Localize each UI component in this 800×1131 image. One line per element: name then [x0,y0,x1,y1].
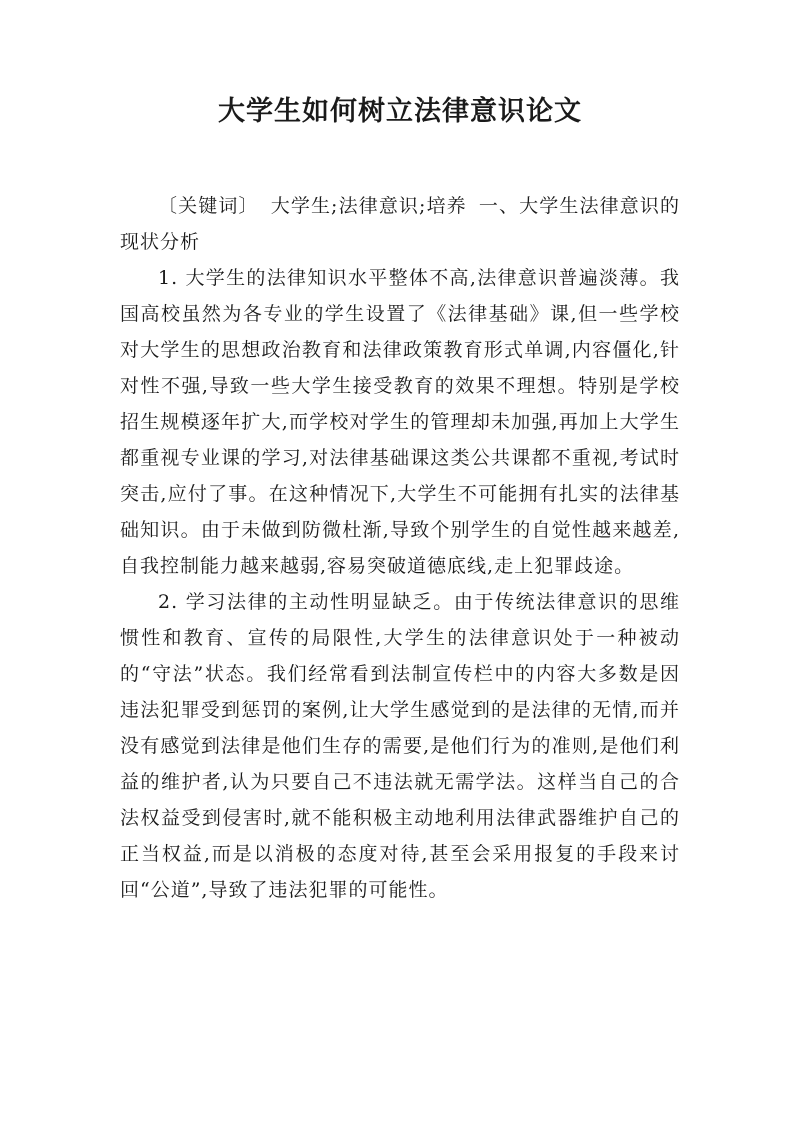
body-paragraph-2: 2. 学习法律的主动性明显缺乏。由于传统法律意识的思维惯性和教育、宣传的局限性,大学生的法律意识处于一种被动的“守法”状态。我们经常看到法制宣传栏中的内容大多数是因违法犯罪受到惩罚的案例,让大学生感觉到的是法律的无情,而并没有感觉到法律是他们生存的需要,是他们行为的准则,是他们利益的维护者,认为只要自己不违法就无需学法。这样当自己的合法权益受到侵害时,就不能积极主动地利用法律武器维护自己的正当权益,而是以消极的态度对待,甚至会采用报复的手段来讨回“公道”,导致了违法犯罪的可能性。 [120,591,680,901]
section-heading: 一、大学生法律意识的现状分析 [120,195,680,253]
keywords-label: 〔关键词〕 [158,195,259,217]
page-title: 大学生如何树立法律意识论文 [218,96,582,127]
keywords-paragraph [120,188,680,260]
keywords-terms: 大学生;法律意识;培养 [270,195,467,217]
body-paragraph-1: 1. 大学生的法律知识水平整体不高,法律意识普遍淡薄。我国高校虽然为各专业的学生设置了《法律基础》课,但一些学校对大学生的思想政治教育和法律政策教育形式单调,内容僵化,针对性不强,导致一些大学生接受教育的效果不理想。特别是学校招生规模逐年扩大,而学校对学生的管理却未加强,再加上大学生都重视专业课的学习,对法律基础课这类公共课都不重视,考试时突击,应付了事。在这种情况下,大学生不可能拥有扎实的法律基础知识。由于未做到防微杜渐,导致个别学生的自觉性越来越差,自我控制能力越来越弱,容易突破道德底线,走上犯罪歧途。 [120,267,680,577]
